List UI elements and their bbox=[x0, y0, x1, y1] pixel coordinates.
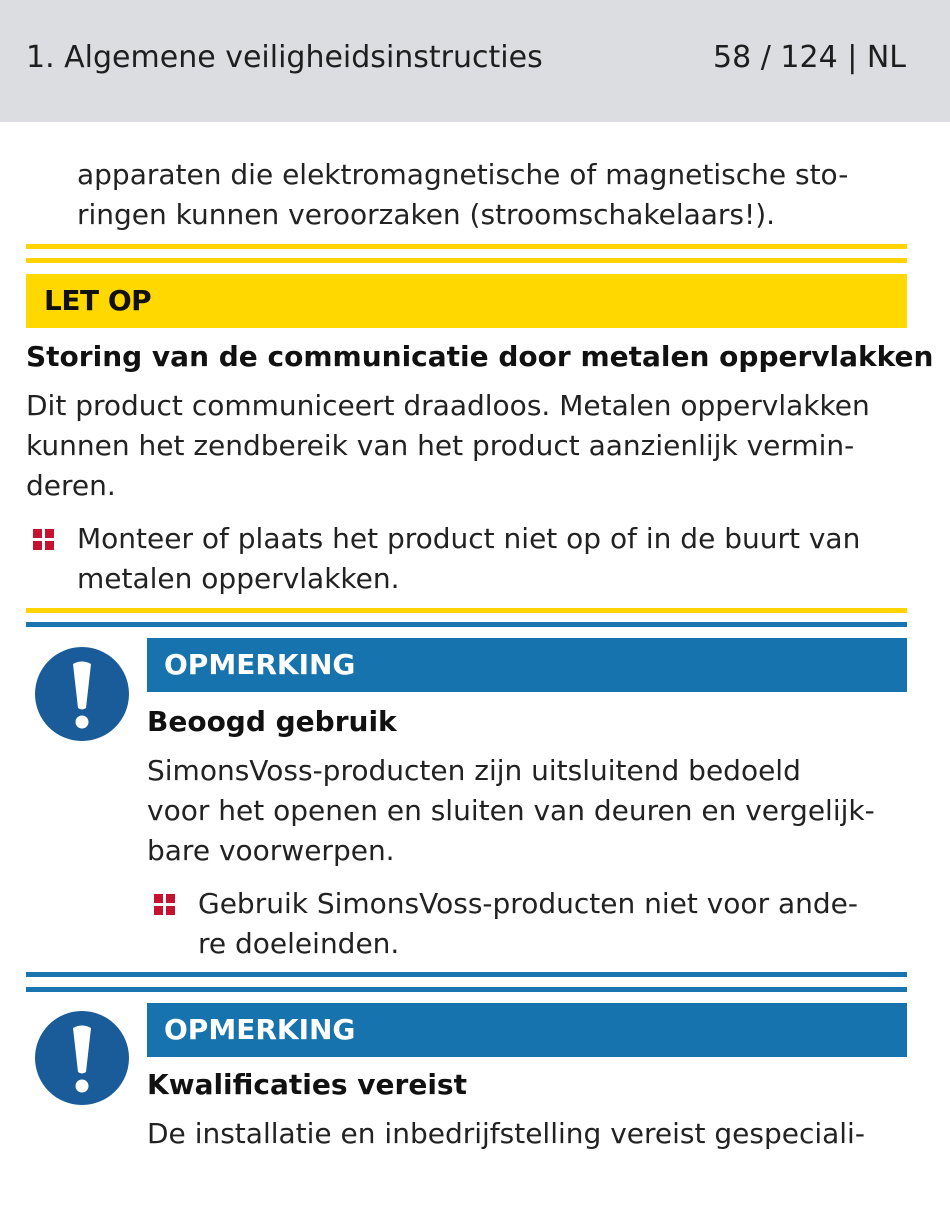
notice1-body-line-3: bare voorwerpen. bbox=[147, 834, 395, 867]
notice2-heading: Kwalificaties vereist bbox=[147, 1068, 467, 1101]
warning-heading: Storing van de communicatie door metalen oppervlakken bbox=[26, 340, 934, 373]
warning-body-line-1: Dit product communiceert draadloos. Metalen oppervlakken bbox=[26, 389, 870, 422]
section-title: 1. Algemene veiligheidsinstructies bbox=[26, 40, 543, 75]
notice1-label: OPMERKING bbox=[164, 648, 356, 681]
red-square-bullet-icon bbox=[154, 894, 176, 916]
warning-body-line-2: kunnen het zendbereik van het product aanzienlijk vermin- bbox=[26, 429, 855, 462]
notice1-heading: Beoogd gebruik bbox=[147, 705, 397, 738]
warning-banner bbox=[26, 274, 907, 328]
notice2-top-rule bbox=[26, 987, 907, 992]
red-square-bullet-icon bbox=[33, 529, 55, 551]
intro-line-1: apparaten die elektromagnetische of magnetische sto- bbox=[77, 158, 849, 191]
notice1-banner bbox=[147, 638, 907, 692]
warning-bottom-rule bbox=[26, 608, 907, 613]
notice1-bullet-line-1: Gebruik SimonsVoss-producten niet voor ande- bbox=[198, 887, 858, 920]
notice1-body-line-2: voor het openen en sluiten van deuren en vergelijk- bbox=[147, 794, 875, 827]
exclamation-circle-icon bbox=[34, 1010, 130, 1106]
page-number: 58 / 124 | NL bbox=[713, 40, 906, 75]
notice1-body-line-1: SimonsVoss-producten zijn uitsluitend bedoeld bbox=[147, 754, 801, 787]
page-header bbox=[0, 0, 950, 122]
notice1-top-rule bbox=[26, 622, 907, 627]
warning-top-rule-2 bbox=[26, 258, 907, 263]
notice1-bottom-rule bbox=[26, 972, 907, 977]
warning-top-rule bbox=[26, 244, 907, 249]
notice1-bullet-line-2: re doeleinden. bbox=[198, 927, 400, 960]
exclamation-circle-icon bbox=[34, 646, 130, 742]
notice2-body-line-1: De installatie en inbedrijfstelling vereist gespeciali- bbox=[147, 1117, 865, 1150]
intro-line-2: ringen kunnen veroorzaken (stroomschakelaars!). bbox=[77, 198, 776, 231]
warning-body-line-3: deren. bbox=[26, 469, 116, 502]
warning-bullet-line-1: Monteer of plaats het product niet op of in de buurt van bbox=[77, 522, 861, 555]
warning-label: LET OP bbox=[44, 284, 152, 317]
notice2-banner bbox=[147, 1003, 907, 1057]
warning-bullet-line-2: metalen oppervlakken. bbox=[77, 562, 400, 595]
notice2-label: OPMERKING bbox=[164, 1013, 356, 1046]
